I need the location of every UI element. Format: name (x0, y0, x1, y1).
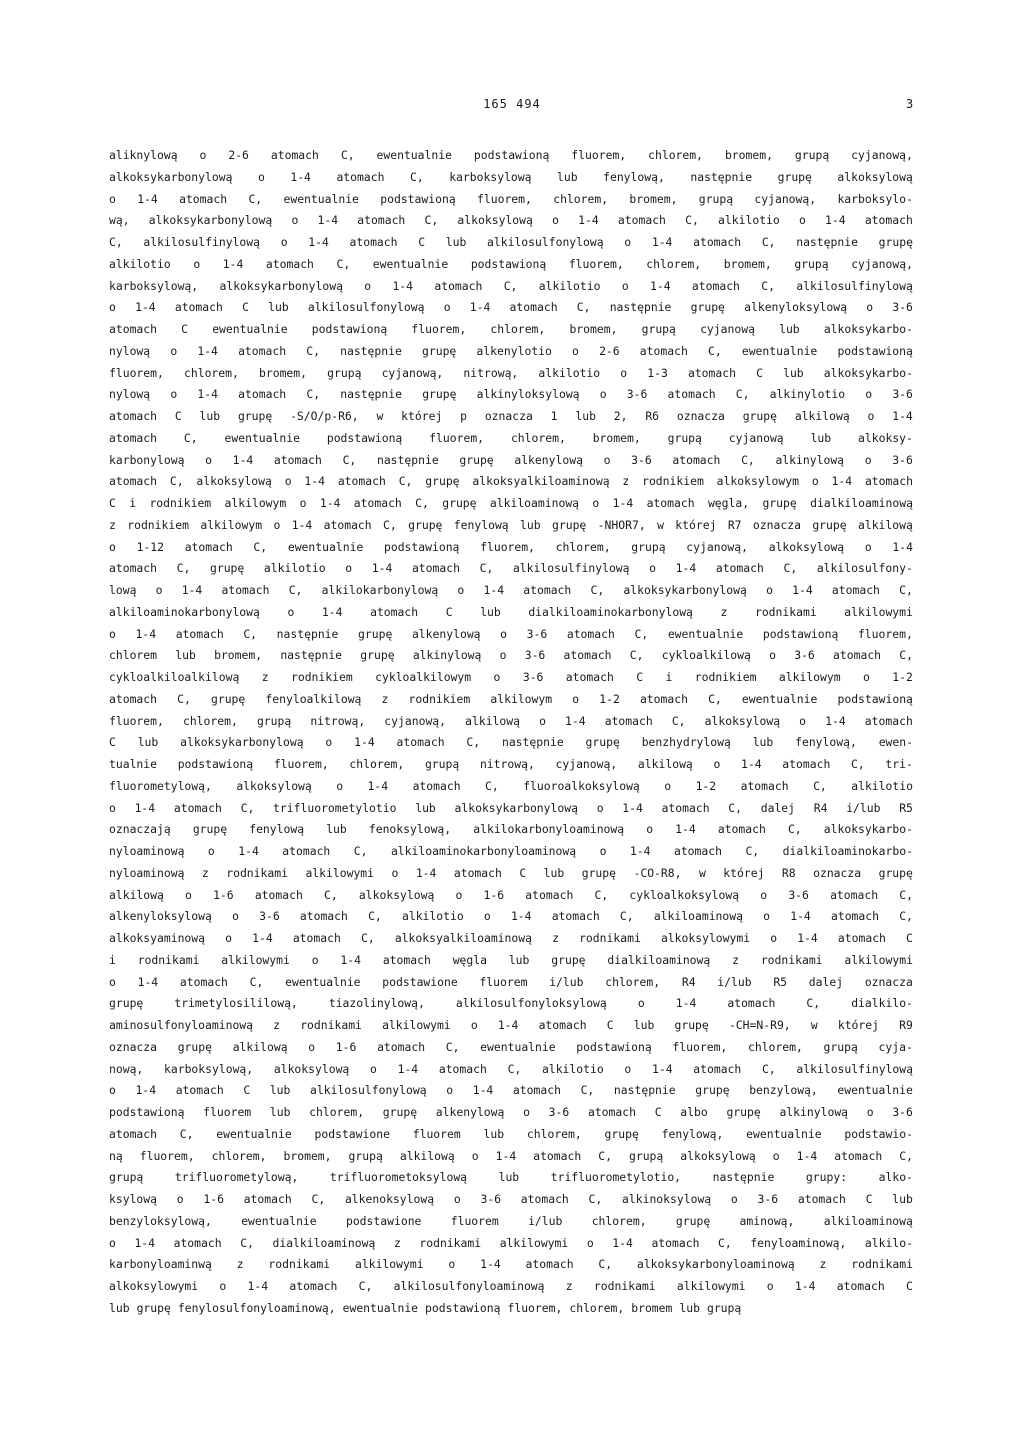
text-line: atomach C, ewentualnie podstawioną fluorem, chlorem, bromem, grupą cyjanową lub alkoksy- (109, 430, 913, 445)
text-line: alkoksykarbonylową o 1-4 atomach C, karboksylową lub fenylową, następnie grupę alkoksylową (109, 169, 913, 184)
text-line: aminosulfonyloaminową z rodnikami alkilowymi o 1-4 atomach C lub grupę -CH=N-R9, w której R9 (109, 1018, 913, 1032)
text-line: grupą trifluorometylową, trifluorometoksylową lub trifluorometylotio, następnie grupy: alko- (109, 1170, 913, 1185)
text-line: o 1-4 atomach C, ewentualnie podstawioną fluorem, chlorem, bromem, grupą cyjanową, karboksylo- (109, 191, 913, 206)
text-line: o 1-4 atomach C, dialkiloaminową z rodnikami alkilowymi o 1-4 atomach C, fenyloaminową, alkilo- (109, 1235, 913, 1250)
text-line: benzyloksylową, ewentualnie podstawione fluorem i/lub chlorem, grupę aminową, alkiloaminową (109, 1213, 913, 1228)
text-line: ną fluorem, chlorem, bromem, grupą alkilową o 1-4 atomach C, grupą alkoksylową o 1-4 atomach C, (109, 1148, 913, 1163)
page-number: 3 (906, 97, 914, 111)
patent-number: 165 494 (483, 97, 541, 111)
text-line: nyloaminową z rodnikami alkilowymi o 1-4 atomach C lub grupę -CO-R8, w której R8 oznacza grupę (109, 865, 913, 880)
text-line: tualnie podstawioną fluorem, chlorem, grupą nitrową, cyjanową, alkilową o 1-4 atomach C, tri- (109, 757, 913, 771)
text-line: alkilotio o 1-4 atomach C, ewentualnie podstawioną fluorem, chlorem, bromem, grupą cyjanową, (109, 256, 913, 271)
text-line: wą, alkoksykarbonylową o 1-4 atomach C, alkoksylową o 1-4 atomach C, alkilotio o 1-4 atomach (109, 213, 913, 228)
text-line: fluorometylową, alkoksylową o 1-4 atomach C, fluoroalkoksylową o 1-2 atomach C, alkilotio (109, 778, 913, 793)
text-line: karbonyloaminwą z rodnikami alkilowymi o 1-4 atomach C, alkoksykarbonyloaminową z rodnikami (109, 1257, 913, 1272)
text-line: atomach C lub grupę -S/O/p-R6, w której p oznacza 1 lub 2, R6 oznacza grupę alkilową o 1-4 (109, 409, 913, 423)
text-line: lową o 1-4 atomach C, alkilokarbonylową o 1-4 atomach C, alkoksykarbonylową o 1-4 atomach C, (109, 583, 913, 597)
text-line: alkenyloksylową o 3-6 atomach C, alkilotio o 1-4 atomach C, alkiloaminową o 1-4 atomach C, (109, 909, 913, 924)
text-line: oznaczają grupę fenylową lub fenoksylową, alkilokarbonyloaminową o 1-4 atomach C, alkoksykarbo- (109, 822, 913, 837)
text-line: karbonylową o 1-4 atomach C, następnie grupę alkenylową o 3-6 atomach C, alkinylową o 3-6 (109, 452, 913, 467)
text-line: oznacza grupę alkilową o 1-6 atomach C, ewentualnie podstawioną fluorem, chlorem, grupą cyja- (109, 1039, 913, 1054)
text-line: z rodnikiem alkilowym o 1-4 atomach C, grupę fenylową lub grupę -NHOR7, w której R7 oznacza grupę alkilową (109, 517, 913, 532)
text-line: o 1-4 atomach C lub alkilosulfonylową o 1-4 atomach C, następnie grupę alkenyloksylową o 3-6 (109, 300, 913, 315)
text-line: atomach C, grupę alkilotio o 1-4 atomach C, alkilosulfinylową o 1-4 atomach C, alkilosulfony- (109, 561, 913, 576)
text-line: C i rodnikiem alkilowym o 1-4 atomach C, grupę alkiloaminową o 1-4 atomach węgla, grupę dialkiloaminową (109, 496, 913, 510)
text-line: karboksylową, alkoksykarbonylową o 1-4 atomach C, alkilotio o 1-4 atomach C, alkilosulfinylową (109, 278, 913, 293)
text-line: o 1-12 atomach C, ewentualnie podstawioną fluorem, chlorem, grupą cyjanową, alkoksylową o 1-4 (109, 539, 913, 554)
text-line: fluorem, chlorem, grupą nitrową, cyjanową, alkilową o 1-4 atomach C, alkoksylową o 1-4 atomach (109, 713, 913, 728)
body-text (109, 148, 913, 1323)
text-line: alkilową o 1-6 atomach C, alkoksylową o 1-6 atomach C, cykloalkoksylową o 3-6 atomach C, (109, 887, 913, 902)
text-line: ksylową o 1-6 atomach C, alkenoksylową o 3-6 atomach C, alkinoksylową o 3-6 atomach C lub (109, 1192, 913, 1206)
text-line: C, alkilosulfinylową o 1-4 atomach C lub alkilosulfonylową o 1-4 atomach C, następnie grupę (109, 235, 913, 249)
text-line: atomach C, alkoksylową o 1-4 atomach C, grupę alkoksyalkiloaminową z rodnikiem alkoksylowym o 1-4 atomach (109, 474, 913, 489)
text-line: aliknylową o 2-6 atomach C, ewentualnie podstawioną fluorem, chlorem, bromem, grupą cyjanową, (109, 148, 913, 162)
text-line: o 1-4 atomach C, następnie grupę alkenylową o 3-6 atomach C, ewentualnie podstawioną fluorem, (109, 626, 913, 641)
text-line: C lub alkoksykarbonylową o 1-4 atomach C, następnie grupę benzhydrylową lub fenylową, ewen- (109, 735, 913, 750)
text-line: atomach C ewentualnie podstawioną fluorem, chlorem, bromem, grupą cyjanową lub alkoksykarbo- (109, 322, 913, 336)
text-line: chlorem lub bromem, następnie grupę alkinylową o 3-6 atomach C, cykloalkilową o 3-6 atomach C, (109, 648, 913, 663)
text-line: alkiloaminokarbonylową o 1-4 atomach C lub dialkiloaminokarbonylową z rodnikami alkilowymi (109, 604, 913, 619)
text-line: alkoksylowymi o 1-4 atomach C, alkilosulfonyloaminową z rodnikami alkilowymi o 1-4 atomach C (109, 1279, 913, 1293)
text-line: o 1-4 atomach C lub alkilosulfonylową o 1-4 atomach C, następnie grupę benzylową, ewentualnie (109, 1083, 913, 1098)
text-line: o 1-4 atomach C, trifluorometylotio lub alkoksykarbonylową o 1-4 atomach C, dalej R4 i/lub R5 (109, 800, 913, 815)
text-line: nylową o 1-4 atomach C, następnie grupę alkenylotio o 2-6 atomach C, ewentualnie podstawioną (109, 343, 913, 358)
text-line: nową, karboksylową, alkoksylową o 1-4 atomach C, alkilotio o 1-4 atomach C, alkilosulfinylową (109, 1061, 913, 1076)
text-line: nyloaminową o 1-4 atomach C, alkiloaminokarbonyloaminową o 1-4 atomach C, dialkiloaminokarbo- (109, 844, 913, 858)
text-line: i rodnikami alkilowymi o 1-4 atomach węgla lub grupę dialkiloaminową z rodnikami alkilowymi (109, 952, 913, 967)
text-line: alkoksyaminową o 1-4 atomach C, alkoksyalkiloaminową z rodnikami alkoksylowymi o 1-4 atomach C (109, 931, 913, 945)
text-line: nylową o 1-4 atomach C, następnie grupę alkinyloksylową o 3-6 atomach C, alkinylotio o 3-6 (109, 387, 913, 402)
text-line: atomach C, grupę fenyloalkilową z rodnikiem alkilowym o 1-2 atomach C, ewentualnie podstawioną (109, 691, 913, 706)
text-line: fluorem, chlorem, bromem, grupą cyjanową, nitrową, alkilotio o 1-3 atomach C lub alkoksykarbo- (109, 365, 913, 380)
text-line: lub grupę fenylosulfonyloaminową, ewentualnie podstawioną fluorem, chlorem, bromem lub grupą (109, 1300, 742, 1315)
text-line: cykloalkiloalkilową z rodnikiem cykloalkilowym o 3-6 atomach C i rodnikiem alkilowym o 1-2 (109, 670, 913, 684)
text-line: atomach C, ewentualnie podstawione fluorem lub chlorem, grupę fenylową, ewentualnie podstawio- (109, 1126, 913, 1141)
text-line: podstawioną fluorem lub chlorem, grupę alkenylową o 3-6 atomach C albo grupę alkinylową o 3-6 (109, 1105, 913, 1119)
text-line: grupę trimetylosililową, tiazolinylową, alkilosulfonyloksylową o 1-4 atomach C, dialkilo- (109, 996, 913, 1011)
text-line: o 1-4 atomach C, ewentualnie podstawione fluorem i/lub chlorem, R4 i/lub R5 dalej oznacza (109, 974, 913, 989)
